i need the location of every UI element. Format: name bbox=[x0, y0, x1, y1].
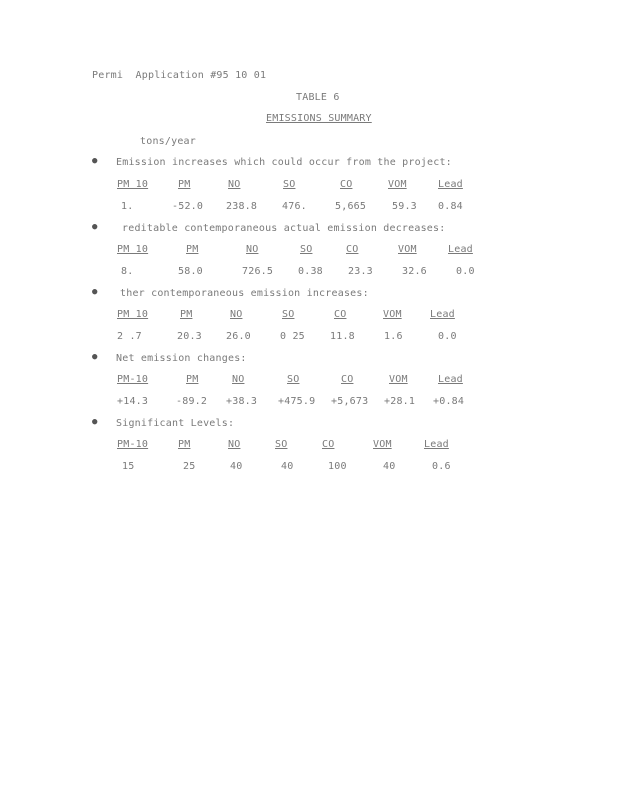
section-title: Emission increases which could occur from the project: bbox=[116, 157, 452, 168]
value-vom: 40 bbox=[383, 461, 396, 472]
column-header-co: CO bbox=[322, 439, 335, 450]
value-vom: +28.1 bbox=[384, 396, 416, 407]
column-header-sox: SO bbox=[300, 244, 313, 255]
section-title: Significant Levels: bbox=[116, 418, 235, 429]
section-title: reditable contemporaneous actual emission decreases: bbox=[122, 223, 446, 234]
column-header-nox: NO bbox=[246, 244, 259, 255]
value-pm10: 2 .7 bbox=[117, 331, 142, 342]
column-header-pm: PM bbox=[186, 244, 199, 255]
column-header-co: CO bbox=[341, 374, 354, 385]
value-vom: 59.3 bbox=[392, 201, 417, 212]
value-pm10: 1. bbox=[121, 201, 134, 212]
value-sox: 0 25 bbox=[280, 331, 305, 342]
value-co: 11.8 bbox=[330, 331, 355, 342]
value-pm: 58.0 bbox=[178, 266, 203, 277]
value-vom: 1.6 bbox=[384, 331, 403, 342]
column-header-pm10: PM 10 bbox=[117, 244, 149, 255]
value-nox: 40 bbox=[230, 461, 243, 472]
bullet-icon: ● bbox=[92, 156, 98, 166]
value-nox: 238.8 bbox=[226, 201, 258, 212]
section-title: ther contemporaneous emission increases: bbox=[120, 288, 369, 299]
column-header-nox: NO bbox=[228, 439, 241, 450]
column-header-nox: NO bbox=[228, 179, 241, 190]
value-pm10: 8. bbox=[121, 266, 134, 277]
value-pm: 20.3 bbox=[177, 331, 202, 342]
value-sox: 0.38 bbox=[298, 266, 323, 277]
column-header-vom: VOM bbox=[383, 309, 402, 320]
column-header-lead: Lead bbox=[424, 439, 449, 450]
column-header-lead: Lead bbox=[438, 374, 463, 385]
column-header-pm10: PM-10 bbox=[117, 439, 149, 450]
column-header-pm: PM bbox=[186, 374, 199, 385]
column-header-vom: VOM bbox=[388, 179, 407, 190]
bullet-icon: ● bbox=[92, 352, 98, 362]
value-co: 100 bbox=[328, 461, 347, 472]
value-lead: 0.0 bbox=[456, 266, 475, 277]
permit-application-line: Permi Application #95 10 01 bbox=[92, 70, 267, 81]
column-header-sox: SO bbox=[287, 374, 300, 385]
value-sox: +475.9 bbox=[278, 396, 316, 407]
column-header-co: CO bbox=[340, 179, 353, 190]
column-header-co: CO bbox=[334, 309, 347, 320]
section-title: Net emission changes: bbox=[116, 353, 247, 364]
value-sox: 40 bbox=[281, 461, 294, 472]
value-co: +5,673 bbox=[331, 396, 369, 407]
value-sox: 476. bbox=[282, 201, 307, 212]
column-header-pm10: PM 10 bbox=[117, 179, 149, 190]
column-header-pm: PM bbox=[178, 439, 191, 450]
column-header-sox: SO bbox=[283, 179, 296, 190]
value-pm10: 15 bbox=[122, 461, 135, 472]
column-header-vom: VOM bbox=[373, 439, 392, 450]
value-lead: 0.0 bbox=[438, 331, 457, 342]
value-pm: -52.0 bbox=[172, 201, 204, 212]
column-header-lead: Lead bbox=[430, 309, 455, 320]
value-lead: +0.84 bbox=[433, 396, 465, 407]
bullet-icon: ● bbox=[92, 287, 98, 297]
table-title: EMISSIONS SUMMARY bbox=[266, 113, 372, 124]
column-header-lead: Lead bbox=[448, 244, 473, 255]
value-lead: 0.84 bbox=[438, 201, 463, 212]
column-header-pm10: PM 10 bbox=[117, 309, 149, 320]
value-pm: 25 bbox=[183, 461, 196, 472]
value-vom: 32.6 bbox=[402, 266, 427, 277]
value-nox: 26.0 bbox=[226, 331, 251, 342]
value-nox: +38.3 bbox=[226, 396, 258, 407]
bullet-icon: ● bbox=[92, 417, 98, 427]
column-header-sox: SO bbox=[282, 309, 295, 320]
column-header-pm: PM bbox=[180, 309, 193, 320]
column-header-vom: VOM bbox=[389, 374, 408, 385]
value-pm: -89.2 bbox=[176, 396, 208, 407]
value-lead: 0.6 bbox=[432, 461, 451, 472]
column-header-pm: PM bbox=[178, 179, 191, 190]
column-header-co: CO bbox=[346, 244, 359, 255]
value-co: 5,665 bbox=[335, 201, 367, 212]
column-header-vom: VOM bbox=[398, 244, 417, 255]
value-nox: 726.5 bbox=[242, 266, 274, 277]
column-header-nox: NO bbox=[230, 309, 243, 320]
column-header-nox: NO bbox=[232, 374, 245, 385]
value-pm10: +14.3 bbox=[117, 396, 149, 407]
column-header-lead: Lead bbox=[438, 179, 463, 190]
column-header-pm10: PM-10 bbox=[117, 374, 149, 385]
column-header-sox: SO bbox=[275, 439, 288, 450]
bullet-icon: ● bbox=[92, 222, 98, 232]
value-co: 23.3 bbox=[348, 266, 373, 277]
units-label: tons/year bbox=[140, 136, 196, 147]
table-number: TABLE 6 bbox=[296, 92, 340, 103]
